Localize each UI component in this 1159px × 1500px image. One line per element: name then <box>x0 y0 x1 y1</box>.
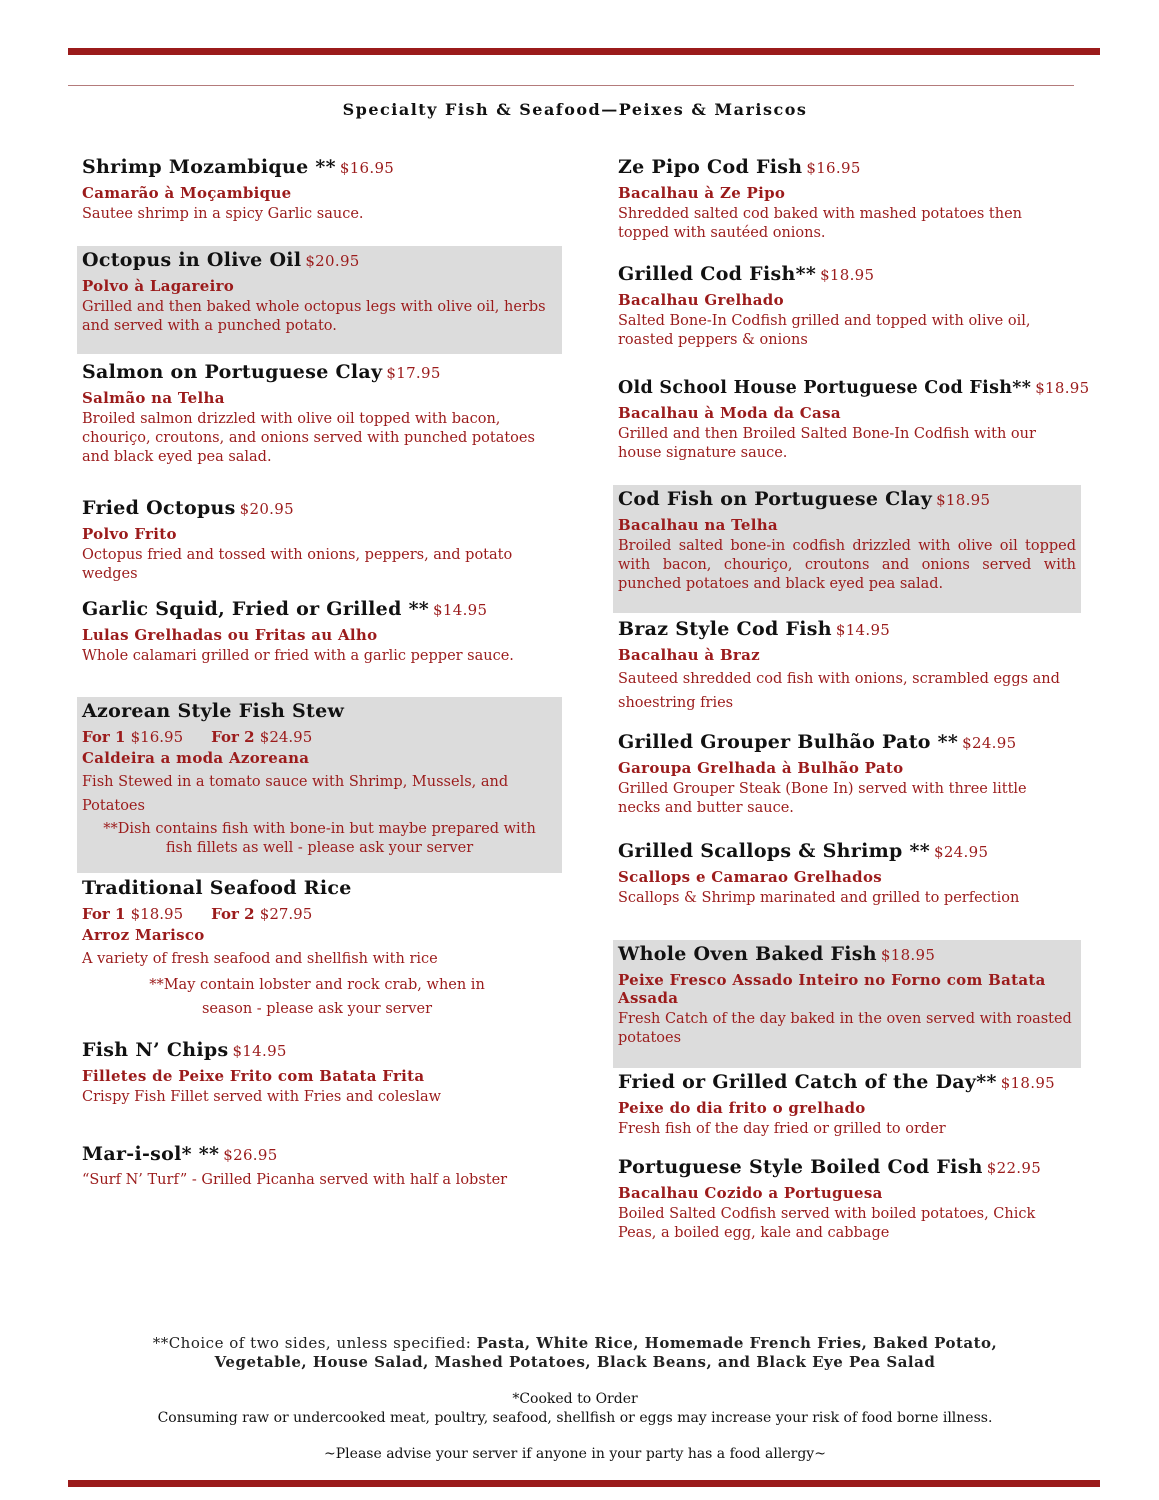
item-name: Grilled Grouper Bulhão Pato ** <box>618 731 959 753</box>
menu-item-shrimp-mozambique <box>82 156 557 224</box>
item-subtitle: Lulas Grelhadas ou Fritas au Alho <box>82 626 378 644</box>
item-subtitle: Bacalhau à Braz <box>618 646 760 664</box>
item-subtitle: Peixe do dia frito o grelhado <box>618 1099 866 1117</box>
item-price: $16.95 <box>339 159 395 177</box>
item-price: $14.95 <box>433 601 488 619</box>
menu-item-azorean-fish-stew <box>77 697 562 873</box>
item-name: Cod Fish on Portuguese Clay <box>618 488 933 510</box>
item-price: $18.95 <box>936 491 991 509</box>
menu-item-garlic-squid <box>82 598 557 666</box>
item-description: Fresh Catch of the day baked in the oven served with roasted potatoes <box>618 1011 1072 1046</box>
item-subtitle: Polvo à Lagareiro <box>82 277 235 295</box>
item-price: $18.95 <box>1035 379 1090 397</box>
menu-item-old-school-cod <box>618 378 1090 463</box>
item-price: $26.95 <box>223 1146 278 1164</box>
item-name: Fried Octopus <box>82 497 236 519</box>
item-description: Octopus fried and tossed with onions, peppers, and potato wedges <box>82 547 513 582</box>
item-subtitle: Bacalhau à Moda da Casa <box>618 404 841 422</box>
item-description: A variety of fresh seafood and shellfish with rice <box>82 951 438 967</box>
item-description: Grilled and then baked whole octopus legs with olive oil, herbs and served with a punched potato. <box>82 299 546 334</box>
menu-item-whole-oven-fish <box>613 940 1081 1068</box>
sides-list: Pasta, White Rice, Homemade French Fries, Baked Potato, Vegetable, House Salad, Mashed Potatoes, Black Beans, and Black Eye Pea Salad <box>214 1334 998 1371</box>
item-subtitle: Arroz Marisco <box>82 926 205 944</box>
item-price: $14.95 <box>835 621 891 639</box>
item-description: Sautee shrimp in a spicy Garlic sauce. <box>82 206 364 222</box>
bottom-border-bar <box>68 1480 1100 1487</box>
item-portion-prices: For 1 $16.95 For 2 $24.95 <box>82 728 313 746</box>
item-price: $20.95 <box>305 252 360 270</box>
item-subtitle: Filletes de Peixe Frito com Batata Frita <box>82 1067 425 1085</box>
item-subtitle: Bacalhau na Telha <box>618 516 778 534</box>
item-price: $16.95 <box>806 159 861 177</box>
item-description: Fresh fish of the day fried or grilled to order <box>618 1121 946 1137</box>
menu-item-grilled-grouper <box>618 731 1073 818</box>
item-subtitle: Bacalhau Cozido a Portuguesa <box>618 1184 883 1202</box>
menu-item-catch-of-day <box>618 1071 1073 1139</box>
menu-item-salmon-clay <box>82 361 557 467</box>
item-subtitle: Peixe Fresco Assado Inteiro no Forno com Batata Assada <box>618 971 1046 1007</box>
item-price: $20.95 <box>239 500 294 518</box>
menu-item-scallops-shrimp <box>618 840 1073 908</box>
top-divider <box>68 85 1074 86</box>
item-name: Grilled Cod Fish** <box>618 263 817 285</box>
page-title: Specialty Fish & Seafood—Peixes & Mariscos <box>342 100 808 119</box>
menu-item-seafood-rice <box>82 877 552 1021</box>
item-name: Portuguese Style Boiled Cod Fish <box>618 1156 983 1178</box>
item-description: Scallops & Shrimp marinated and grilled to perfection <box>618 890 1020 906</box>
item-name: Braz Style Cod Fish <box>618 618 832 640</box>
item-subtitle: Salmão na Telha <box>82 389 225 407</box>
item-name: Fish N’ Chips <box>82 1039 229 1061</box>
item-price: $17.95 <box>386 364 441 382</box>
item-name: Salmon on Portuguese Clay <box>82 361 383 383</box>
item-price: $18.95 <box>880 946 936 964</box>
menu-item-fish-n-chips <box>82 1039 557 1107</box>
item-price: $24.95 <box>962 734 1017 752</box>
menu-item-cod-clay <box>613 485 1081 613</box>
item-name: Old School House Portuguese Cod Fish** <box>618 378 1032 398</box>
item-description: “Surf N’ Turf” - Grilled Picanha served with half a lobster <box>82 1172 508 1188</box>
item-price: $18.95 <box>1000 1074 1056 1092</box>
item-price: $24.95 <box>934 843 989 861</box>
item-name: Garlic Squid, Fried or Grilled ** <box>82 598 430 620</box>
item-description: Crispy Fish Fillet served with Fries and coleslaw <box>82 1089 442 1105</box>
menu-item-braz-cod <box>618 618 1073 715</box>
sides-intro: **Choice of two sides, unless specified: <box>152 1334 477 1352</box>
item-description: Grilled Grouper Steak (Bone In) served with three little necks and butter sauce. <box>618 781 1027 816</box>
item-description: Whole calamari grilled or fried with a garlic pepper sauce. <box>82 648 514 664</box>
item-price: $22.95 <box>986 1159 1042 1177</box>
item-subtitle: Scallops e Camarao Grelhados <box>618 868 883 886</box>
allergy-note <box>0 1445 1150 1464</box>
menu-item-ze-pipo-cod <box>618 156 1073 243</box>
item-price: $14.95 <box>232 1042 287 1060</box>
item-description: Broiled salmon drizzled with olive oil topped with bacon, chouriço, croutons, and onions served with punched potatoes and black eyed pea salad. <box>82 411 535 465</box>
item-subtitle: Polvo Frito <box>82 525 177 543</box>
menu-item-octopus-olive-oil <box>77 246 562 354</box>
item-name: Grilled Scallops & Shrimp ** <box>618 840 930 862</box>
item-name: Shrimp Mozambique ** <box>82 156 336 178</box>
item-description: Grilled and then Broiled Salted Bone-In Codfish with our house signature sauce. <box>618 426 1036 461</box>
item-description: Shredded salted cod baked with mashed potatoes then topped with sautéed onions. <box>618 206 1022 241</box>
item-name: Mar-i-sol* ** <box>82 1143 220 1165</box>
item-subtitle: Bacalhau Grelhado <box>618 291 784 309</box>
item-subtitle: Garoupa Grelhada à Bulhão Pato <box>618 759 904 777</box>
sides-note <box>0 1334 1150 1372</box>
food-safety-warning: Consuming raw or undercooked meat, poultry, seafood, shellfish or eggs may increase your risk of food borne illness. <box>157 1410 993 1426</box>
menu-item-grilled-cod <box>618 263 1073 350</box>
top-border-bar <box>68 48 1100 55</box>
item-subtitle: Bacalhau à Ze Pipo <box>618 184 786 202</box>
item-portion-prices: For 1 $18.95 For 2 $27.95 <box>82 905 313 923</box>
item-description: Fish Stewed in a tomato sauce with Shrimp, Mussels, and Potatoes <box>82 774 509 814</box>
item-description: Boiled Salted Codfish served with boiled potatoes, Chick Peas, a boiled egg, kale and cabbage <box>618 1206 1036 1241</box>
item-description: Salted Bone-In Codfish grilled and topped with olive oil, roasted peppers & onions <box>618 313 1031 348</box>
item-name: Octopus in Olive Oil <box>82 249 302 271</box>
item-name: Ze Pipo Cod Fish <box>618 156 803 178</box>
menu-item-mar-i-sol <box>82 1143 557 1190</box>
item-note: **May contain lobster and rock crab, when in season - please ask your server <box>149 977 485 1017</box>
item-name: Azorean Style Fish Stew <box>82 700 345 722</box>
menu-item-fried-octopus <box>82 497 542 584</box>
cooked-note <box>0 1390 1150 1428</box>
item-price: $18.95 <box>820 266 875 284</box>
item-name: Whole Oven Baked Fish <box>618 943 877 965</box>
cooked-to-order: *Cooked to Order <box>512 1391 638 1407</box>
item-subtitle: Camarão à Moçambique <box>82 184 292 202</box>
item-name: Fried or Grilled Catch of the Day** <box>618 1071 997 1093</box>
menu-item-boiled-cod <box>618 1156 1073 1243</box>
item-note: **Dish contains fish with bone-in but maybe prepared with fish fillets as well - please ask your server <box>103 821 536 856</box>
allergy-warning: ~Please advise your server if anyone in your party has a food allergy~ <box>324 1446 826 1462</box>
item-name: Traditional Seafood Rice <box>82 877 352 899</box>
item-description: Sauteed shredded cod fish with onions, scrambled eggs and shoestring fries <box>618 671 1060 711</box>
item-subtitle: Caldeira a moda Azoreana <box>82 749 310 767</box>
item-description: Broiled salted bone-in codfish drizzled with olive oil topped with bacon, chouriço, croutons and onions served with punched potatoes and black eyed pea salad. <box>618 538 1076 592</box>
